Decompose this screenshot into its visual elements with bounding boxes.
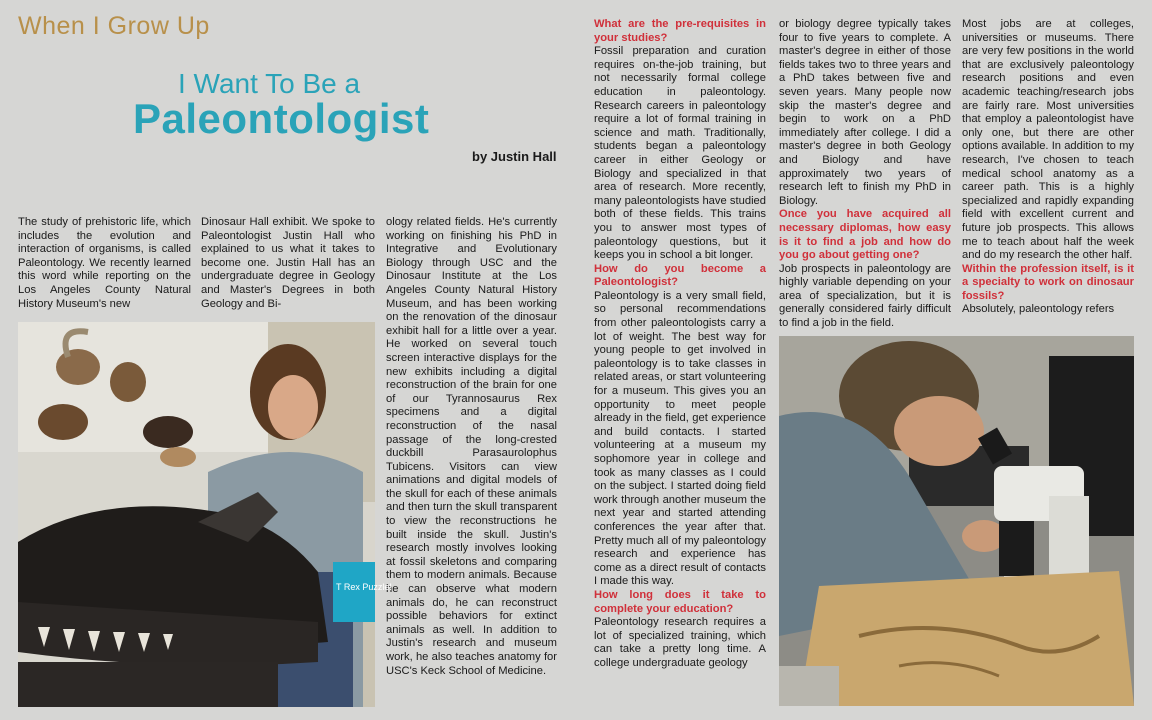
intro-paragraph: The study of prehistoric life, which includes the evolution and interaction of organisms, is called Paleontology. We recently learned this word while reporting on the Los Angeles County Natural History Museum's new	[18, 216, 191, 310]
byline: by Justin Hall	[472, 149, 557, 164]
page-title: Paleontologist	[133, 95, 430, 142]
section-label: When I Grow Up	[18, 12, 210, 40]
answer-find-job: Job prospects in paleontology are highly variable depending on your area of specialization, but it is generally considered fairly difficult to find a job in the field.	[779, 262, 951, 330]
bio-column	[386, 216, 557, 678]
question-education-length: How long does it take to complete your education?	[594, 588, 766, 615]
intro-paragraph: Dinosaur Hall exhibit. We spoke to Paleontologist Justin Hall who explained to us what it takes to become one. Justin Hall has an undergraduate degree in Geology and Master's Degrees in both Geology and Bi-	[201, 216, 375, 310]
qa-column-3	[962, 18, 1134, 317]
intro-column-1	[18, 216, 191, 311]
answer-education-length: Paleontology research requires a lot of specialized training, which can take a pretty long time. A college undergraduate geology	[594, 616, 766, 669]
microscope-photo	[779, 336, 1134, 706]
answer-prerequisites: Fossil preparation and curation requires on-the-job training, but not necessarily formal college education in paleontology. Research careers in paleontology require a lot of formal training in science and math. Traditionally, students began a paleontology career in either Geology or Biology and specialized in that area of research. More recently, many paleontologists have studied both of these fields. This trains you to answer most types of paleontology questions, but it keeps you in school a bit longer.	[594, 45, 766, 262]
question-become: How do you become a Paleontologist?	[594, 262, 766, 289]
qa-column-1	[594, 18, 766, 671]
question-specialty: Within the profession itself, is it a specialty to work on dinosaur fossils?	[962, 262, 1134, 302]
intro-column-2	[201, 216, 375, 311]
question-find-job: Once you have acquired all necessary diplomas, how easy is it to find a job and how do you go about getting one?	[779, 208, 951, 262]
sign-text: T Rex Puzzle!	[336, 582, 392, 592]
question-prerequisites: What are the pre-requisites in your studies?	[594, 18, 766, 44]
paleontologist-photo	[18, 322, 392, 707]
title-line-1: I Want To Be a	[178, 68, 361, 99]
answer-become: Paleontology is a very small field, so personal recommendations from other paleontologists carry a lot of weight. The best way for young people to get involved in paleontology is to take classes in related areas, or start volunteering for a museum. This gives you an opportunity to meet people already in the field, get experience and build contacts. I started volunteering at a museum my sophomore year in college and took as many classes as I could on the subject. I started doing field work through another museum the next year and started attending conferences the year after that. Pretty much all of my paleontology research and experience has come as a direct result of contacts I made this way.	[594, 289, 766, 588]
qa-column-2	[779, 18, 951, 331]
answer-find-job-cont: Most jobs are at colleges, universities or museums. There are very few positions in the world that are exclusively paleontology research positions and even academic teaching/research jobs are fairly rare. Most universities that employ a paleontologist have only one, but there are other options available. In addition to my research, I've chosen to teach medical school anatomy as a career path. This is a highly specialized and rapidly expanding field with excellent current and future job prospects. This allows me to teach about half the week and do my research the other half.	[962, 18, 1134, 262]
answer-specialty: Absolutely, paleontology refers	[962, 303, 1115, 316]
bio-paragraph: ology related fields. He's currently working on finishing his PhD in Integrative and Evolutionary Biology through USC and the Dinosaur Institute at the Los Angeles County Natural History Museum, and has been working on the renovation of the dinosaur exhibit hall for a little over a year. He worked on several touch screen interactive displays for the new exhibits including a digital reconstruction of the brain for one of our Tyrannosaurus Rex specimens and a digital reconstruction of the nasal passage of the long-crested duckbill Parasaurolophus Tubicens. Visitors can view animations and digital models of the skull for each of these animals and then turn the skull transparent to view the reconstructions he built inside the skull. Justin's research mostly involves looking at fossil skeletons and comparing them to modern animals. Because he can observe what modern animals do, he can reconstruct possible behaviors for extinct animals as well. In addition to Justin's research and museum work, he also teaches anatomy for USC's Keck School of Medicine.	[386, 216, 557, 677]
answer-education-length-cont: or biology degree typically takes four to five years to complete. A master's degree in either of those fields takes two to three years and a PhD takes between five and seven years. Many people now skip the master's degree and begin to work on a PhD immediately after college. I did a master's degree in both Geology and Biology and have approximately two years of research left to finish my PhD in Biology.	[779, 18, 951, 207]
